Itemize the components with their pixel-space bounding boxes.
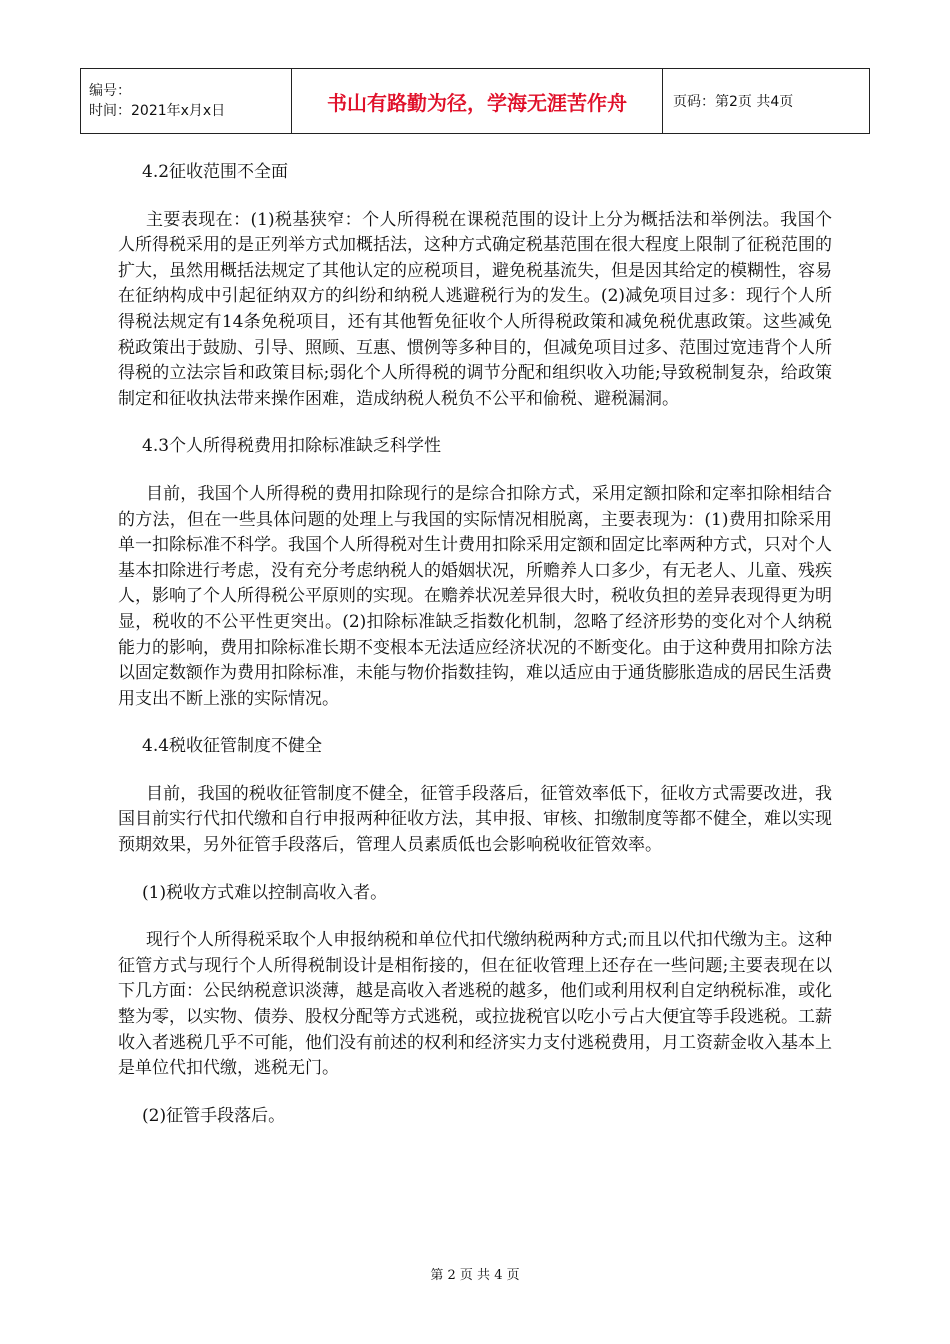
document-date: 时间：2021年x月x日 [89, 103, 226, 119]
body-paragraph: 目前，我国的税收征管制度不健全，征管手段落后，征管效率低下，征收方式需要改进，我国目前实行代扣代缴和自行申报两种征收方法，其申报、审核、扣缴制度等都不健全，难以实现预期效果，另外征管手段落后，管理人员素质低也会影响税收征管效率。 [118, 783, 832, 856]
section-heading: 4.3个人所得税费用扣除标准缺乏科学性 [142, 436, 442, 457]
document-header [80, 68, 870, 134]
body-paragraph: 目前，我国个人所得税的费用扣除现行的是综合扣除方式，采用定额扣除和定率扣除相结合的方法，但在一些具体问题的处理上与我国的实际情况相脱离，主要表现为：(1)费用扣除采用单一扣除标准不科学。我国个人所得税对生计费用扣除采用定额和固定比率两种方式，只对个人基本扣除进行考虑，没有充分考虑纳税人的婚姻状况，所赡养人口多少，有无老人、儿童、残疾人，影响了个人所得税公平原则的实现。在赡养状况差异很大时，税收负担的差异表现得更为明显，税收的不公平性更突出。(2)扣除标准缺乏指数化机制，忽略了经济形势的变化对个人纳税能力的影响，费用扣除标准长期不变根本无法适应经济状况的不断变化。由于这种费用扣除方法以固定数额作为费用扣除标准，未能与物价指数挂钩，难以适应由于通货膨胀造成的居民生活费用支出不断上涨的实际情况。 [118, 483, 832, 709]
sub-heading: (1)税收方式难以控制高收入者。 [142, 882, 388, 903]
header-meta-cell [81, 69, 292, 134]
header-motto: 书山有路勤为径，学海无涯苦作舟 [292, 69, 663, 134]
section-heading: 4.4税收征管制度不健全 [142, 736, 323, 757]
document-number: 编号： [89, 83, 131, 99]
document-body [118, 160, 832, 1151]
header-page-info: 页码：第2页 共4页 [663, 69, 870, 134]
page-footer: 第 2 页 共 4 页 [430, 1268, 520, 1283]
section-heading: 4.2征收范围不全面 [142, 162, 289, 182]
sub-heading: (2)征管手段落后。 [142, 1105, 286, 1126]
body-paragraph: 现行个人所得税采取个人申报纳税和单位代扣代缴纳税两种方式;而且以代扣代缴为主。这种征管方式与现行个人所得税制设计是相衔接的，但在征收管理上还存在一些问题;主要表现在以下几方面：公民纳税意识淡薄，越是高收入者逃税的越多，他们或利用权利自定纳税标准，或化整为零，以实物、债券、股权分配等方式逃税，或拉拢税官以吃小亏占大便宜等手段逃税。工薪收入者逃税几乎不可能，他们没有前述的权利和经济实力支付逃税费用，月工资薪金收入基本上是单位代扣代缴，逃税无门。 [118, 930, 832, 1079]
body-paragraph: 主要表现在：(1)税基狭窄：个人所得税在课税范围的设计上分为概括法和举例法。我国个人所得税采用的是正列举方式加概括法，这种方式确定税基范围在很大程度上限制了征税范围的扩大，虽然用概括法规定了其他认定的应税项目，避免税基流失，但是因其给定的模糊性，容易在征纳构成中引起征纳双方的纠纷和纳税人逃避税行为的发生。(2)减免项目过多：现行个人所得税法规定有14条免税项目，还有其他暂免征收个人所得税政策和减免税优惠政策。这些减免税政策出于鼓励、引导、照顾、互惠、惯例等多种目的，但减免项目过多、范围过宽违背个人所得税的立法宗旨和政策目标;弱化个人所得税的调节分配和组织收入功能;导致税制复杂，给政策制定和征收执法带来操作困难，造成纳税人税负不公平和偷税、避税漏洞。 [118, 209, 832, 409]
